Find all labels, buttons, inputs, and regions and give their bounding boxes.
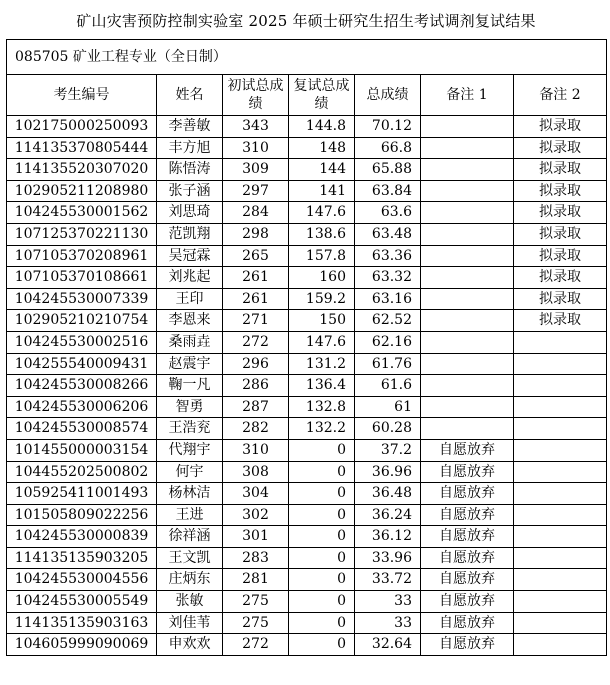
cell-retest: 131.2 <box>289 353 355 375</box>
cell-note2 <box>514 612 607 634</box>
table-row <box>7 116 607 138</box>
table-row <box>7 591 607 613</box>
cell-name: 范凯翔 <box>157 223 223 245</box>
cell-total: 33.96 <box>355 547 421 569</box>
cell-total: 36.48 <box>355 483 421 505</box>
cell-note1 <box>421 375 514 397</box>
cell-note2: 拟录取 <box>514 267 607 289</box>
cell-note2: 拟录取 <box>514 116 607 138</box>
cell-retest: 0 <box>289 504 355 526</box>
cell-note2 <box>514 396 607 418</box>
header-row <box>7 75 607 116</box>
cell-id: 101505809022256 <box>7 504 157 526</box>
major-label: 085705 矿业工程专业（全日制） <box>7 40 607 75</box>
cell-retest: 136.4 <box>289 375 355 397</box>
cell-note1: 自愿放弃 <box>421 526 514 548</box>
cell-total: 36.96 <box>355 461 421 483</box>
cell-note1 <box>421 137 514 159</box>
cell-first: 281 <box>223 569 289 591</box>
cell-name: 桑雨垚 <box>157 331 223 353</box>
cell-retest: 0 <box>289 634 355 656</box>
cell-note2 <box>514 418 607 440</box>
cell-note1 <box>421 288 514 310</box>
cell-total: 65.88 <box>355 159 421 181</box>
cell-note2: 拟录取 <box>514 223 607 245</box>
cell-total: 63.32 <box>355 267 421 289</box>
cell-id: 104245530006206 <box>7 396 157 418</box>
cell-retest: 0 <box>289 612 355 634</box>
cell-note2 <box>514 439 607 461</box>
cell-id: 104245530002516 <box>7 331 157 353</box>
cell-name: 张敏 <box>157 591 223 613</box>
cell-retest: 144 <box>289 159 355 181</box>
cell-id: 104245530008574 <box>7 418 157 440</box>
cell-note1: 自愿放弃 <box>421 612 514 634</box>
header-retest: 复试总成绩 <box>289 75 355 116</box>
cell-total: 33 <box>355 612 421 634</box>
cell-note1: 自愿放弃 <box>421 439 514 461</box>
cell-note2: 拟录取 <box>514 245 607 267</box>
cell-total: 37.2 <box>355 439 421 461</box>
cell-id: 107105370208961 <box>7 245 157 267</box>
cell-note2 <box>514 569 607 591</box>
cell-name: 李善敏 <box>157 116 223 138</box>
cell-id: 105925411001493 <box>7 483 157 505</box>
cell-note2: 拟录取 <box>514 310 607 332</box>
cell-name: 王文凯 <box>157 547 223 569</box>
cell-first: 261 <box>223 288 289 310</box>
cell-total: 70.12 <box>355 116 421 138</box>
cell-total: 62.52 <box>355 310 421 332</box>
cell-first: 308 <box>223 461 289 483</box>
cell-total: 36.12 <box>355 526 421 548</box>
cell-note1 <box>421 116 514 138</box>
cell-retest: 157.8 <box>289 245 355 267</box>
cell-note2 <box>514 526 607 548</box>
table-row <box>7 418 607 440</box>
cell-retest: 0 <box>289 569 355 591</box>
cell-first: 284 <box>223 202 289 224</box>
table-row <box>7 569 607 591</box>
cell-note2 <box>514 353 607 375</box>
cell-first: 297 <box>223 180 289 202</box>
cell-total: 33 <box>355 591 421 613</box>
cell-note1 <box>421 202 514 224</box>
cell-note1 <box>421 396 514 418</box>
cell-first: 286 <box>223 375 289 397</box>
cell-first: 301 <box>223 526 289 548</box>
cell-note2 <box>514 591 607 613</box>
cell-id: 114135135903163 <box>7 612 157 634</box>
cell-total: 63.84 <box>355 180 421 202</box>
cell-total: 62.16 <box>355 331 421 353</box>
cell-retest: 144.8 <box>289 116 355 138</box>
table-row <box>7 439 607 461</box>
cell-name: 刘佳苇 <box>157 612 223 634</box>
cell-retest: 132.8 <box>289 396 355 418</box>
table-row <box>7 526 607 548</box>
cell-retest: 138.6 <box>289 223 355 245</box>
cell-total: 63.48 <box>355 223 421 245</box>
cell-first: 302 <box>223 504 289 526</box>
cell-total: 36.24 <box>355 504 421 526</box>
cell-note2: 拟录取 <box>514 137 607 159</box>
table-row <box>7 202 607 224</box>
major-row <box>7 40 607 75</box>
cell-name: 申欢欢 <box>157 634 223 656</box>
cell-name: 陈悟涛 <box>157 159 223 181</box>
cell-name: 何宇 <box>157 461 223 483</box>
cell-total: 63.6 <box>355 202 421 224</box>
cell-note1: 自愿放弃 <box>421 461 514 483</box>
table-row <box>7 180 607 202</box>
cell-note1: 自愿放弃 <box>421 569 514 591</box>
cell-note1: 自愿放弃 <box>421 504 514 526</box>
results-table <box>6 39 607 656</box>
cell-id: 104245530004556 <box>7 569 157 591</box>
header-id: 考生编号 <box>7 75 157 116</box>
cell-id: 102905210210754 <box>7 310 157 332</box>
cell-note1 <box>421 245 514 267</box>
cell-first: 296 <box>223 353 289 375</box>
cell-id: 114135135903205 <box>7 547 157 569</box>
cell-name: 李恩来 <box>157 310 223 332</box>
cell-first: 275 <box>223 612 289 634</box>
page-title: 矿山灾害预防控制实验室 2025 年硕士研究生招生考试调剂复试结果 <box>76 12 536 30</box>
cell-id: 104245530000839 <box>7 526 157 548</box>
cell-first: 298 <box>223 223 289 245</box>
cell-retest: 0 <box>289 483 355 505</box>
cell-note2 <box>514 547 607 569</box>
cell-first: 309 <box>223 159 289 181</box>
cell-name: 鞠一凡 <box>157 375 223 397</box>
cell-total: 66.8 <box>355 137 421 159</box>
header-note2: 备注 2 <box>514 75 607 116</box>
header-total: 总成绩 <box>355 75 421 116</box>
cell-name: 丰方旭 <box>157 137 223 159</box>
cell-note2 <box>514 331 607 353</box>
cell-total: 60.28 <box>355 418 421 440</box>
cell-id: 104605999090069 <box>7 634 157 656</box>
cell-name: 王进 <box>157 504 223 526</box>
cell-name: 刘思琦 <box>157 202 223 224</box>
cell-retest: 0 <box>289 526 355 548</box>
cell-note1 <box>421 159 514 181</box>
cell-id: 102905211208980 <box>7 180 157 202</box>
cell-retest: 147.6 <box>289 331 355 353</box>
table-row <box>7 159 607 181</box>
cell-name: 代翔宇 <box>157 439 223 461</box>
cell-retest: 0 <box>289 439 355 461</box>
cell-note2 <box>514 634 607 656</box>
cell-retest: 148 <box>289 137 355 159</box>
cell-note1 <box>421 353 514 375</box>
cell-first: 275 <box>223 591 289 613</box>
table-row <box>7 353 607 375</box>
cell-name: 赵震宇 <box>157 353 223 375</box>
cell-name: 张子涵 <box>157 180 223 202</box>
cell-retest: 141 <box>289 180 355 202</box>
cell-name: 杨林洁 <box>157 483 223 505</box>
table-row <box>7 461 607 483</box>
cell-retest: 147.6 <box>289 202 355 224</box>
header-first: 初试总成绩 <box>223 75 289 116</box>
table-row <box>7 396 607 418</box>
cell-name: 庄炳东 <box>157 569 223 591</box>
table-row <box>7 331 607 353</box>
table-row <box>7 245 607 267</box>
cell-id: 101455000003154 <box>7 439 157 461</box>
cell-note2 <box>514 504 607 526</box>
cell-note1: 自愿放弃 <box>421 591 514 613</box>
cell-note1: 自愿放弃 <box>421 483 514 505</box>
cell-name: 吴冠霖 <box>157 245 223 267</box>
header-note1: 备注 1 <box>421 75 514 116</box>
cell-first: 283 <box>223 547 289 569</box>
cell-note1 <box>421 267 514 289</box>
cell-note1 <box>421 331 514 353</box>
cell-retest: 150 <box>289 310 355 332</box>
cell-note1 <box>421 310 514 332</box>
cell-total: 61.6 <box>355 375 421 397</box>
table-row <box>7 137 607 159</box>
cell-note1 <box>421 418 514 440</box>
table-row <box>7 223 607 245</box>
table-row <box>7 634 607 656</box>
cell-name: 刘兆起 <box>157 267 223 289</box>
results-document <box>6 3 606 656</box>
table-row <box>7 267 607 289</box>
cell-total: 63.36 <box>355 245 421 267</box>
cell-note1: 自愿放弃 <box>421 547 514 569</box>
cell-first: 310 <box>223 439 289 461</box>
cell-note1 <box>421 180 514 202</box>
cell-total: 61 <box>355 396 421 418</box>
cell-name: 徐祥涵 <box>157 526 223 548</box>
cell-total: 32.64 <box>355 634 421 656</box>
cell-first: 272 <box>223 331 289 353</box>
cell-id: 104455202500802 <box>7 461 157 483</box>
cell-id: 104245530001562 <box>7 202 157 224</box>
cell-first: 261 <box>223 267 289 289</box>
cell-retest: 159.2 <box>289 288 355 310</box>
cell-first: 310 <box>223 137 289 159</box>
table-row <box>7 612 607 634</box>
cell-id: 107125370221130 <box>7 223 157 245</box>
cell-note1: 自愿放弃 <box>421 634 514 656</box>
cell-id: 114135520307020 <box>7 159 157 181</box>
cell-note2 <box>514 461 607 483</box>
table-row <box>7 310 607 332</box>
cell-id: 104245530007339 <box>7 288 157 310</box>
cell-retest: 132.2 <box>289 418 355 440</box>
cell-id: 102175000250093 <box>7 116 157 138</box>
cell-first: 343 <box>223 116 289 138</box>
cell-id: 114135370805444 <box>7 137 157 159</box>
table-row <box>7 504 607 526</box>
cell-note2 <box>514 483 607 505</box>
cell-first: 265 <box>223 245 289 267</box>
cell-total: 61.76 <box>355 353 421 375</box>
cell-first: 304 <box>223 483 289 505</box>
table-row <box>7 375 607 397</box>
header-name: 姓名 <box>157 75 223 116</box>
cell-note2: 拟录取 <box>514 202 607 224</box>
cell-first: 282 <box>223 418 289 440</box>
cell-first: 272 <box>223 634 289 656</box>
cell-id: 104245530008266 <box>7 375 157 397</box>
cell-retest: 0 <box>289 461 355 483</box>
cell-retest: 0 <box>289 591 355 613</box>
table-row <box>7 288 607 310</box>
cell-note2: 拟录取 <box>514 159 607 181</box>
cell-note2 <box>514 375 607 397</box>
table-row <box>7 483 607 505</box>
cell-id: 104255540009431 <box>7 353 157 375</box>
cell-retest: 160 <box>289 267 355 289</box>
cell-first: 271 <box>223 310 289 332</box>
cell-note2: 拟录取 <box>514 288 607 310</box>
cell-id: 104245530005549 <box>7 591 157 613</box>
table-row <box>7 547 607 569</box>
cell-total: 63.16 <box>355 288 421 310</box>
cell-total: 33.72 <box>355 569 421 591</box>
cell-name: 智勇 <box>157 396 223 418</box>
cell-name: 王印 <box>157 288 223 310</box>
cell-name: 王浩兖 <box>157 418 223 440</box>
cell-note1 <box>421 223 514 245</box>
cell-first: 287 <box>223 396 289 418</box>
cell-id: 107105370108661 <box>7 267 157 289</box>
cell-note2: 拟录取 <box>514 180 607 202</box>
cell-retest: 0 <box>289 547 355 569</box>
